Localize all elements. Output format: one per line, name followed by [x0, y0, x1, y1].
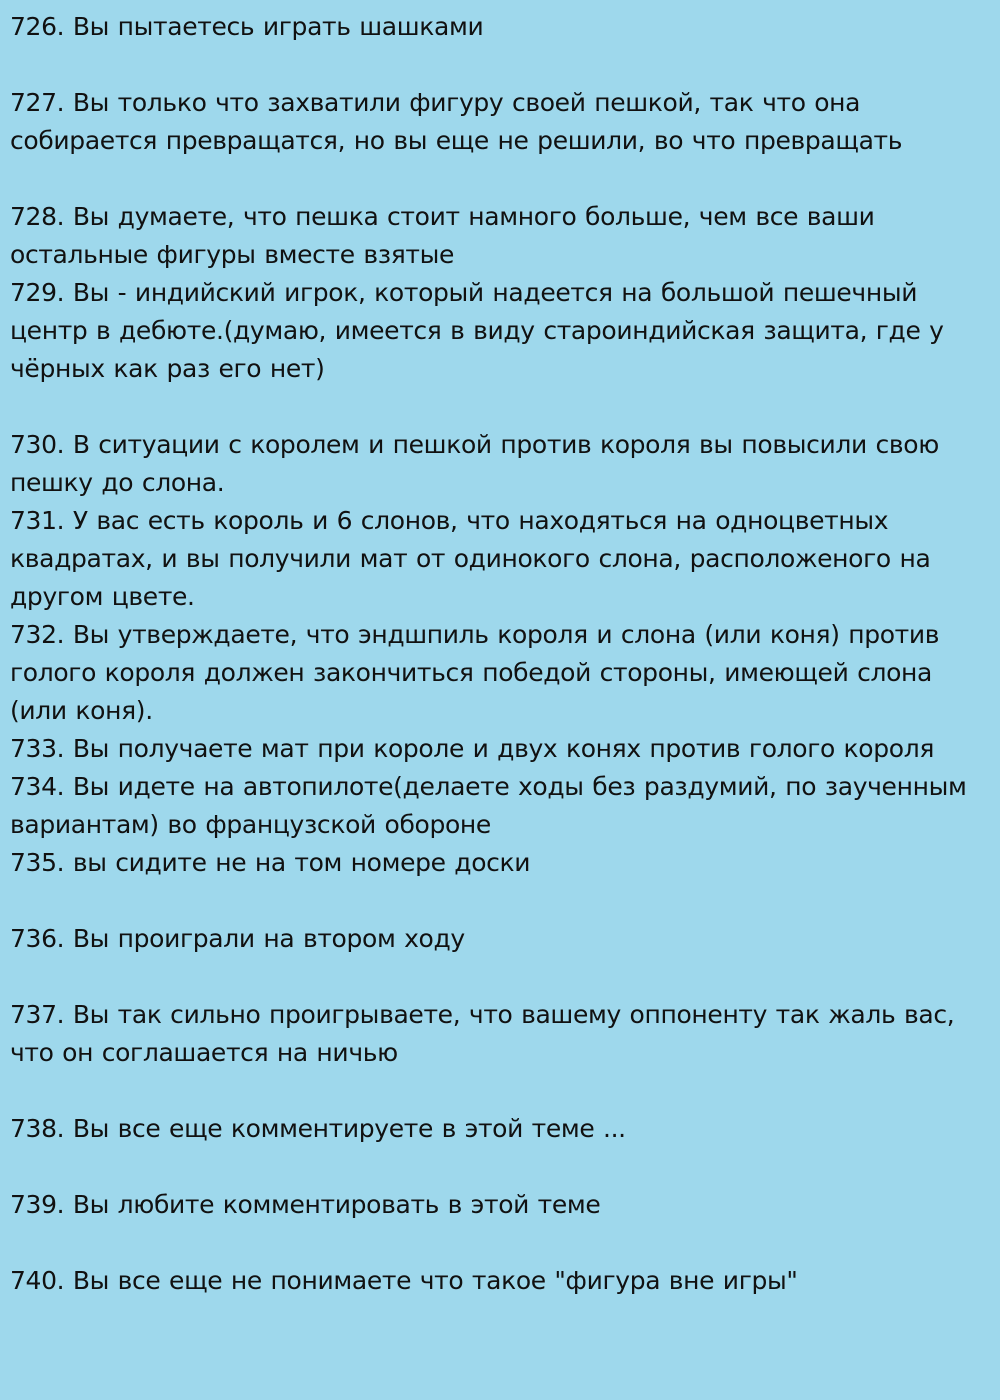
text-line: (или коня). — [10, 696, 153, 725]
text-line: пешку до слона. — [10, 468, 225, 497]
text-line: 736. Вы проиграли на втором ходу — [10, 924, 465, 953]
text-line: 729. Вы - индийский игрок, который надеется на большой пешечный — [10, 278, 918, 307]
text-line: центр в дебюте.(думаю, имеется в виду староиндийская защита, где у — [10, 316, 944, 345]
text-line: 733. Вы получаете мат при короле и двух конях против голого короля — [10, 734, 935, 763]
text-line: чёрных как раз его нет) — [10, 354, 325, 383]
text-line: 738. Вы все еще комментируете в этой теме ... — [10, 1114, 626, 1143]
blank-line — [10, 388, 990, 426]
text-line: что он соглашается на ничью — [10, 1038, 398, 1067]
text-line: 734. Вы идете на автопилоте(делаете ходы без раздумий, по заученным — [10, 772, 967, 801]
text-line: 735. вы сидите не на том номере доски — [10, 848, 531, 877]
text-line: 739. Вы любите комментировать в этой теме — [10, 1190, 601, 1219]
text-line: 740. Вы все еще не понимаете что такое "фигура вне игры" — [10, 1266, 798, 1295]
text-line: 727. Вы только что захватили фигуру своей пешкой, так что она — [10, 88, 861, 117]
blank-line — [10, 1148, 990, 1186]
blank-line — [10, 1224, 990, 1262]
blank-line — [10, 958, 990, 996]
text-line: 726. Вы пытаетесь играть шашками — [10, 12, 484, 41]
text-line: другом цвете. — [10, 582, 195, 611]
text-line: 732. Вы утверждаете, что эндшпиль короля и слона (или коня) против — [10, 620, 940, 649]
text-line: остальные фигуры вместе взятые — [10, 240, 455, 269]
blank-line — [10, 46, 990, 84]
text-line: собирается превращатся, но вы еще не решили, во что превращать — [10, 126, 903, 155]
text-line: голого короля должен закончиться победой стороны, имеющей слона — [10, 658, 933, 687]
text-line: 728. Вы думаете, что пешка стоит намного больше, чем все ваши — [10, 202, 875, 231]
text-line: 737. Вы так сильно проигрываете, что вашему оппоненту так жаль вас, — [10, 1000, 955, 1029]
text-line: 730. В ситуации с королем и пешкой против короля вы повысили свою — [10, 430, 939, 459]
text-line: 731. У вас есть король и 6 слонов, что находяться на одноцветных — [10, 506, 889, 535]
text-line: квадратах, и вы получили мат от одинокого слона, расположеного на — [10, 544, 931, 573]
blank-line — [10, 160, 990, 198]
blank-line — [10, 1072, 990, 1110]
text-line: вариантам) во французской обороне — [10, 810, 491, 839]
blank-line — [10, 882, 990, 920]
